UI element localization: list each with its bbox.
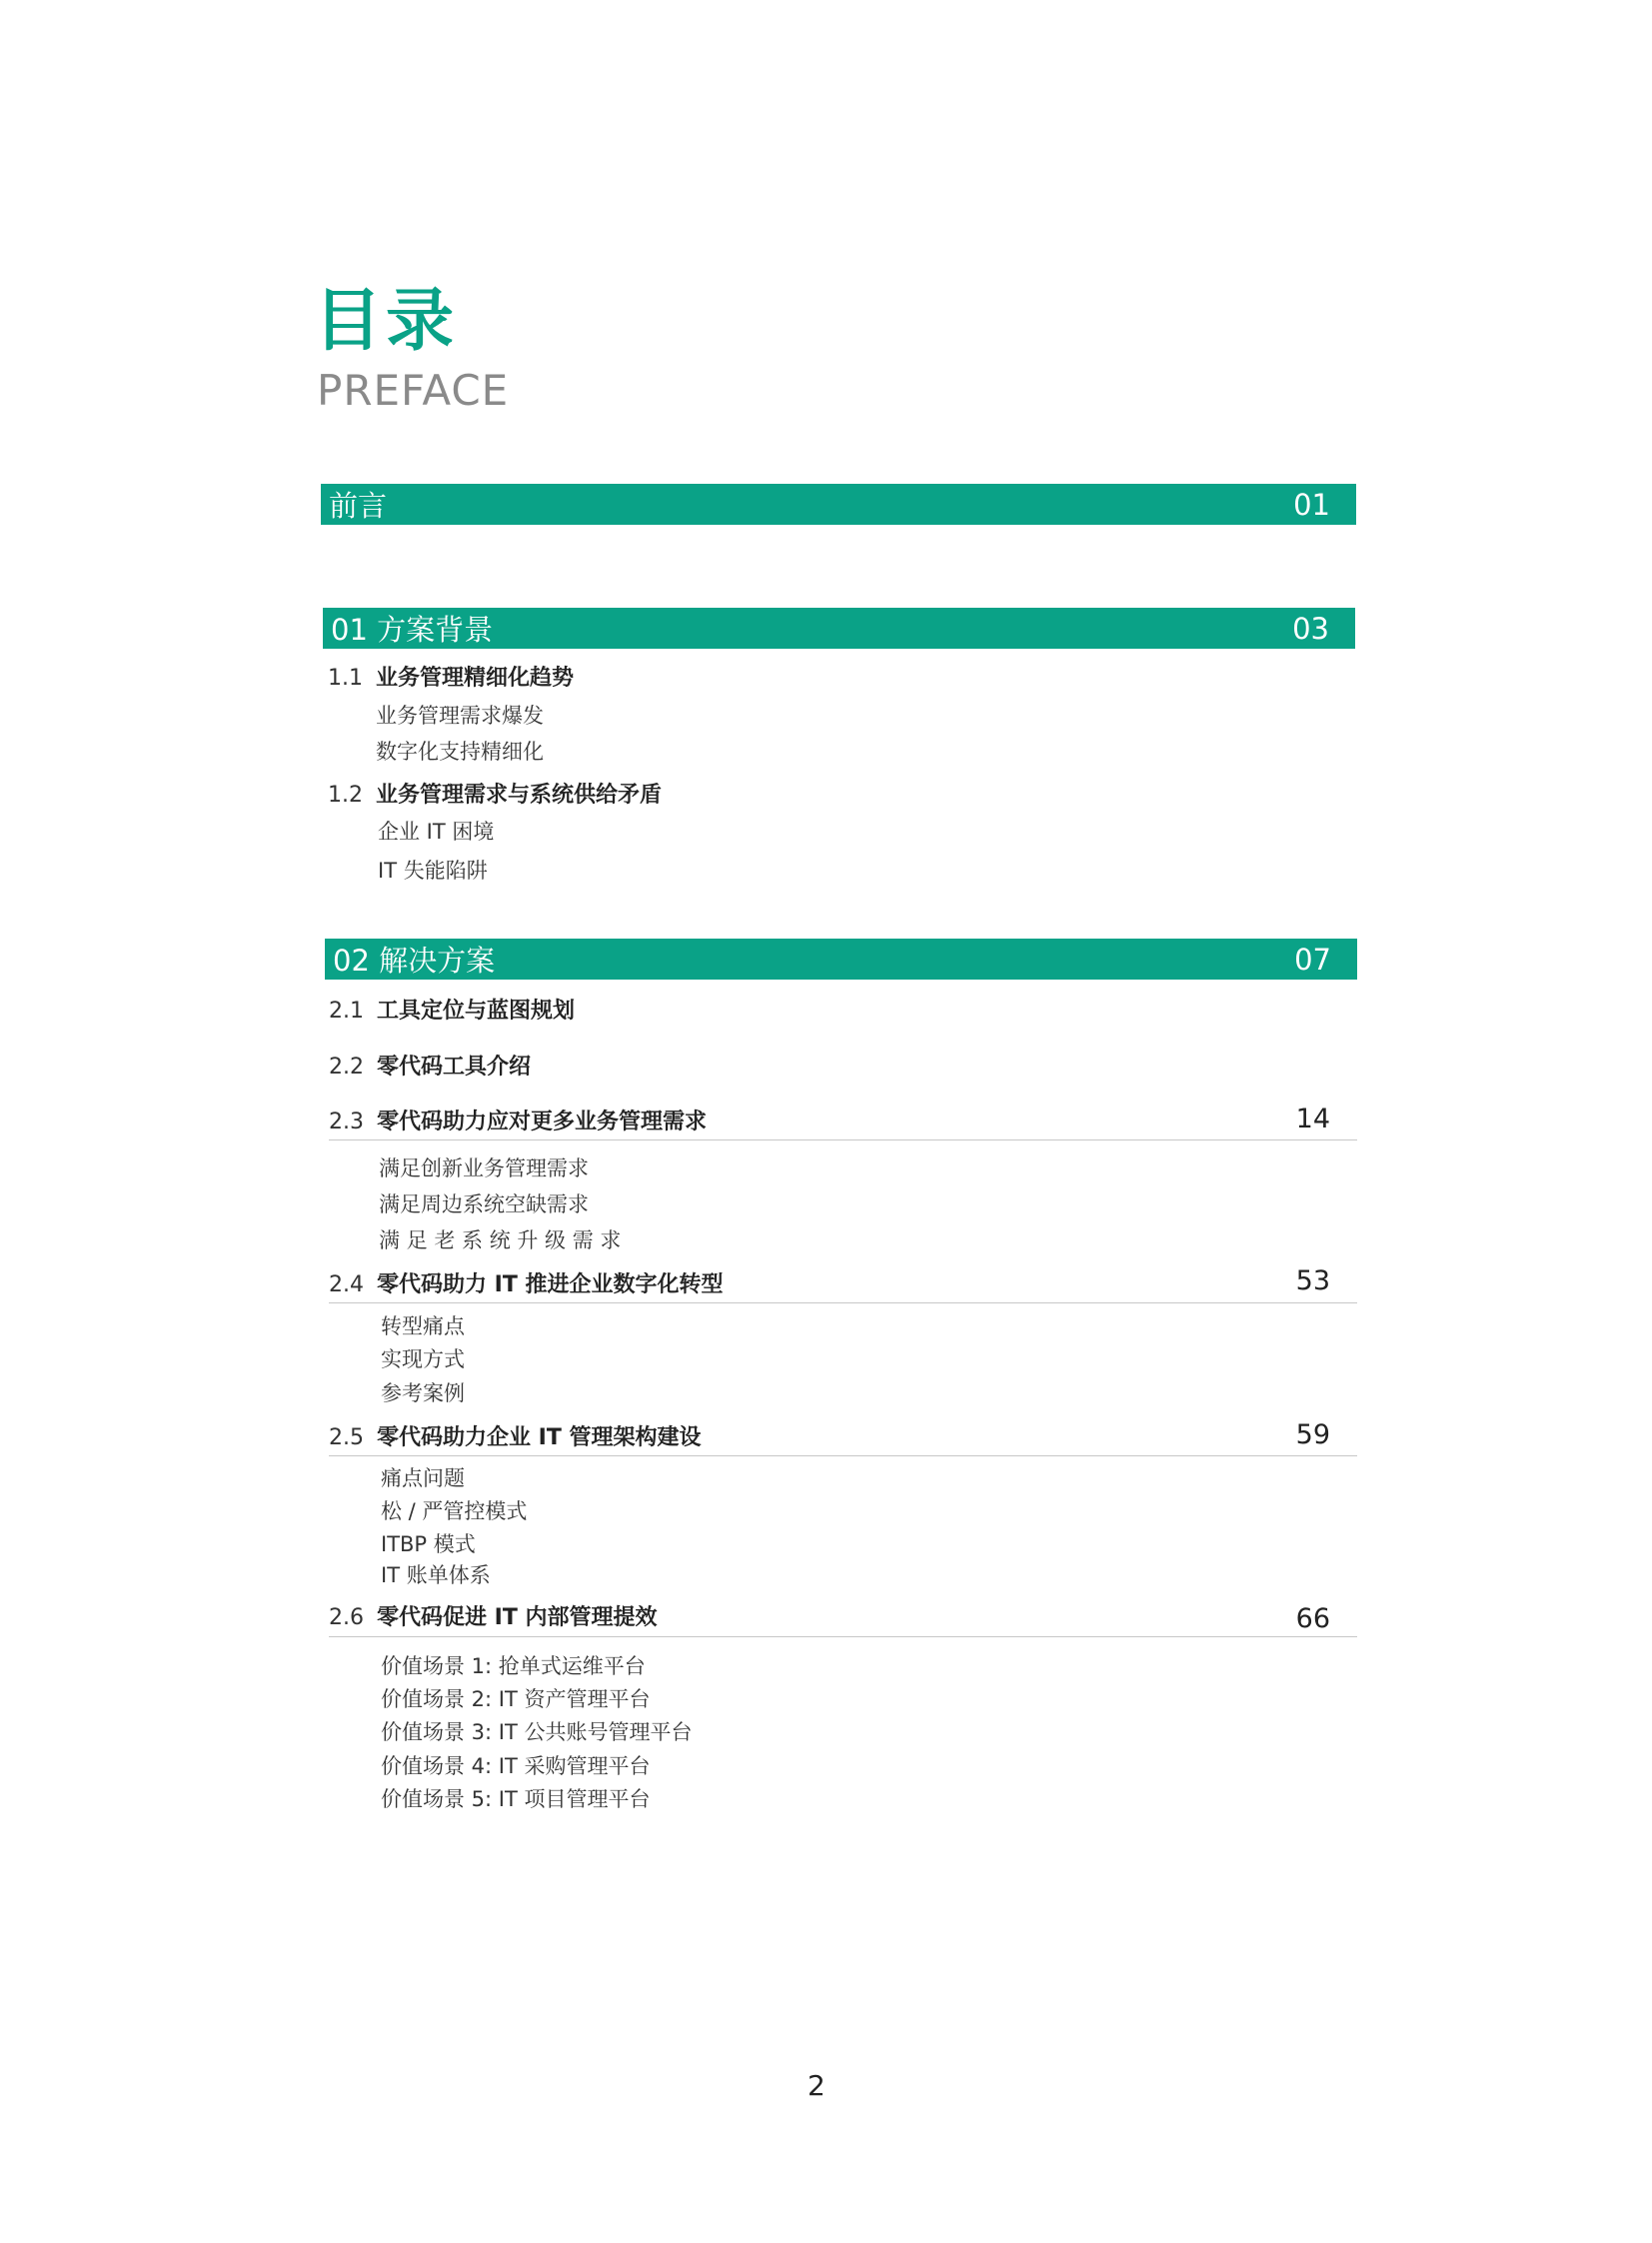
entry-page: 53 <box>1295 1265 1330 1296</box>
toc-entry-2-5[interactable] <box>329 1420 702 1451</box>
page-number: 2 <box>808 2069 826 2102</box>
toc-item[interactable]: 业务管理需求爆发 <box>376 704 544 728</box>
toc-item[interactable]: 价值场景 5: IT 项目管理平台 <box>381 1787 651 1811</box>
section-bar-solution[interactable] <box>325 939 1357 980</box>
toc-item[interactable]: 价值场景 4: IT 采购管理平台 <box>381 1754 651 1778</box>
entry-label: 零代码助力 IT 推进企业数字化转型 <box>377 1272 724 1297</box>
section-label: 前言 <box>329 489 388 523</box>
toc-item[interactable]: ITBP 模式 <box>381 1532 476 1556</box>
toc-item[interactable]: 满足周边系统空缺需求 <box>379 1192 589 1216</box>
entry-number: 2.5 <box>329 1425 364 1450</box>
entry-label: 零代码工具介绍 <box>377 1055 532 1080</box>
toc-item[interactable]: 数字化支持精细化 <box>376 740 544 764</box>
toc-title: 目录 <box>314 282 459 361</box>
entry-number: 2.3 <box>329 1110 364 1134</box>
entry-label: 业务管理需求与系统供给矛盾 <box>376 783 663 808</box>
section-bar-background[interactable] <box>323 608 1355 649</box>
toc-item[interactable]: 参考案例 <box>381 1381 465 1405</box>
entry-label: 工具定位与蓝图规划 <box>377 999 576 1024</box>
section-label: 02 解决方案 <box>333 944 496 978</box>
toc-entry-2-4[interactable] <box>329 1267 724 1298</box>
toc-item[interactable]: 价值场景 3: IT 公共账号管理平台 <box>381 1720 693 1744</box>
entry-number: 2.4 <box>329 1272 364 1297</box>
section-label: 01 方案背景 <box>331 613 494 647</box>
toc-item[interactable]: 满足创新业务管理需求 <box>379 1156 589 1180</box>
section-page: 01 <box>1293 487 1330 522</box>
entry-divider <box>329 1636 1357 1637</box>
section-page: 03 <box>1292 611 1329 646</box>
entry-label: 零代码促进 IT 内部管理提效 <box>377 1605 658 1630</box>
entry-number: 2.2 <box>329 1055 364 1080</box>
section-page: 07 <box>1294 942 1331 977</box>
toc-item[interactable]: 满 足 老 系 统 升 级 需 求 <box>379 1228 622 1252</box>
entry-label: 零代码助力企业 IT 管理架构建设 <box>377 1425 702 1450</box>
toc-subtitle: PREFACE <box>317 366 510 415</box>
entry-page: 14 <box>1295 1104 1330 1134</box>
entry-divider <box>329 1302 1357 1303</box>
toc-entry-2-2[interactable] <box>329 1050 531 1081</box>
toc-item[interactable]: 价值场景 1: 抢单式运维平台 <box>381 1654 646 1678</box>
entry-divider <box>329 1455 1357 1456</box>
entry-page: 66 <box>1295 1603 1330 1634</box>
toc-entry-2-1[interactable] <box>329 994 575 1025</box>
toc-item[interactable]: 松 / 严管控模式 <box>381 1499 528 1523</box>
entry-label: 零代码助力应对更多业务管理需求 <box>377 1110 708 1134</box>
toc-item[interactable]: 痛点问题 <box>381 1466 465 1490</box>
toc-item[interactable]: 实现方式 <box>381 1347 465 1371</box>
entry-label: 业务管理精细化趋势 <box>376 666 575 691</box>
toc-entry-1-1[interactable] <box>328 661 574 692</box>
section-bar-preface[interactable] <box>321 484 1356 525</box>
entry-divider <box>329 1139 1357 1140</box>
entry-number: 2.1 <box>329 999 364 1024</box>
entry-page: 59 <box>1295 1419 1330 1450</box>
toc-item[interactable]: IT 失能陷阱 <box>378 859 488 883</box>
toc-entry-1-2[interactable] <box>328 778 662 809</box>
entry-number: 1.2 <box>328 783 363 808</box>
toc-entry-2-3[interactable] <box>329 1105 707 1135</box>
toc-item[interactable]: 价值场景 2: IT 资产管理平台 <box>381 1687 651 1711</box>
entry-number: 1.1 <box>328 666 363 691</box>
toc-entry-2-6[interactable] <box>329 1600 658 1631</box>
toc-item[interactable]: IT 账单体系 <box>381 1563 491 1587</box>
toc-item[interactable]: 企业 IT 困境 <box>378 820 495 844</box>
entry-number: 2.6 <box>329 1605 364 1630</box>
toc-item[interactable]: 转型痛点 <box>381 1314 465 1338</box>
